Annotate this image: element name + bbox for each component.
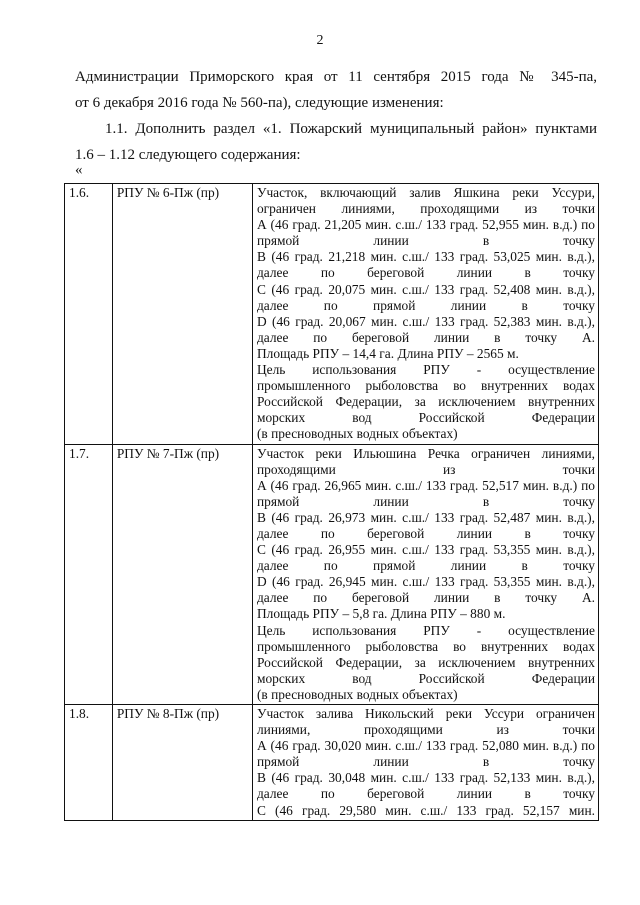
table-row	[65, 184, 599, 445]
intro-line: Администрации Приморского края от 11 сентября 2015 года № 345-па,	[75, 69, 597, 85]
table-row	[65, 705, 599, 821]
opening-quote-mark: «	[75, 162, 83, 178]
row-number: 1.8.	[65, 705, 113, 821]
description-paragraph: В (46 град. 26,973 мин. с.ш./ 133 град. 52,487 мин. в.д.), далее по береговой линии в точку	[256, 509, 595, 541]
rpu-description	[252, 444, 598, 705]
description-paragraph: Участок, включающий залив Яшкина реки Уссури, ограничен линиями, проходящими из точки	[256, 185, 595, 217]
description-paragraph: Участок залива Никольский реки Уссури ограничен линиями, проходящими из точки	[256, 706, 595, 738]
description-paragraph: Площадь РПУ – 5,8 га. Длина РПУ – 880 м.	[256, 606, 506, 622]
description-paragraph: А (46 град. 21,205 мин. с.ш./ 133 град. 52,955 мин. в.д.) по прямой линии в точку	[256, 217, 595, 249]
page-number: 2	[316, 33, 324, 48]
rpu-name: РПУ № 6-Пж (пр)	[112, 184, 252, 445]
intro-text	[75, 64, 597, 168]
rpu-name: РПУ № 8-Пж (пр)	[112, 705, 252, 821]
description-paragraph: В (46 град. 30,048 мин. с.ш./ 133 град. 52,133 мин. в.д.), далее по береговой линии в точку	[256, 770, 595, 802]
description-paragraph: (в пресноводных водных объектах)	[256, 686, 458, 702]
intro-line: от 6 декабря 2016 года № 560-па), следующие изменения:	[75, 95, 444, 111]
row-number: 1.6.	[65, 184, 113, 445]
description-paragraph: А (46 град. 26,965 мин. с.ш./ 133 град. 52,517 мин. в.д.) по прямой линии в точку	[256, 477, 595, 509]
description-paragraph: Цель использования РПУ - осуществление промышленного рыболовства во внутренних водах Российской Федерации, за исключением внутренних морских вод Российской Федерации	[256, 622, 595, 686]
intro-line: 1.6 – 1.12 следующего содержания:	[75, 147, 301, 163]
rpu-name: РПУ № 7-Пж (пр)	[112, 444, 252, 705]
description-paragraph: Цель использования РПУ - осуществление промышленного рыболовства во внутренних водах Российской Федерации, за исключением внутренних морских вод Российской Федерации	[256, 362, 595, 426]
description-paragraph: D (46 град. 20,067 мин. с.ш./ 133 град. 52,383 мин. в.д.), далее по береговой линии в точку А.	[256, 313, 595, 345]
description-paragraph: С (46 град. 20,075 мин. с.ш./ 133 град. 52,408 мин. в.д.), далее по прямой линии в точку	[256, 281, 595, 313]
description-paragraph: С (46 град. 26,955 мин. с.ш./ 133 град. 53,355 мин. в.д.), далее по прямой линии в точку	[256, 542, 595, 574]
description-paragraph: Участок реки Ильюшина Речка ограничен линиями, проходящими из точки	[256, 445, 595, 477]
description-paragraph: (в пресноводных водных объектах)	[256, 426, 458, 442]
description-paragraph: В (46 град. 21,218 мин. с.ш./ 133 град. 53,025 мин. в.д.), далее по береговой линии в точку	[256, 249, 595, 281]
description-paragraph: А (46 град. 30,020 мин. с.ш./ 133 град. 52,080 мин. в.д.) по прямой линии в точку	[256, 738, 595, 770]
description-paragraph: Площадь РПУ – 14,4 га. Длина РПУ – 2565 м.	[256, 345, 519, 361]
table-row	[65, 444, 599, 705]
rpu-description	[252, 184, 598, 445]
rpu-table	[64, 183, 599, 821]
description-paragraph: С (46 град. 29,580 мин. с.ш./ 133 град. 52,157 мин.	[256, 802, 595, 818]
description-paragraph: D (46 град. 26,945 мин. с.ш./ 133 град. 53,355 мин. в.д.), далее по береговой линии в точку А.	[256, 574, 595, 606]
intro-line: 1.1. Дополнить раздел «1. Пожарский муниципальный район» пунктами	[105, 121, 597, 137]
rpu-description	[252, 705, 598, 821]
row-number: 1.7.	[65, 444, 113, 705]
